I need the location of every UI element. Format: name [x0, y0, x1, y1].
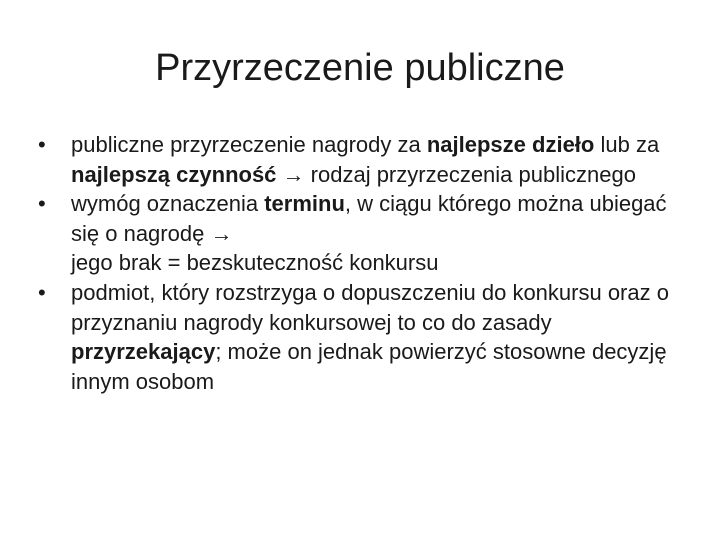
bullet-1-text-3: rodzaj przyrzeczenia publicznego: [304, 161, 636, 187]
bullet-3-bold-1: przyrzekający: [71, 339, 216, 365]
bullet-3-text-2: ; może on jednak powierzyć stosowne decyzję innym osobom: [71, 339, 667, 394]
bullet-3-text-1: podmiot, który rozstrzyga o dopuszczeniu do konkursu oraz o przyznaniu nagrody konkursowej to co do zasady: [71, 279, 669, 335]
bullet-2-bold-1: terminu: [264, 191, 345, 217]
bullet-icon: •: [38, 191, 46, 217]
arrow-right-icon: →: [210, 220, 233, 246]
bullet-2-text-2: , w ciągu którego można ubiegać się o nagrodę: [71, 191, 667, 246]
bullet-icon: •: [38, 132, 46, 157]
bullet-1-text-1: publiczne przyrzeczenie nagrody za: [71, 132, 427, 157]
bullet-icon: •: [38, 279, 46, 305]
bullet-1-bold-2: najlepszą czynność: [71, 161, 277, 187]
bullet-item-3: [36, 278, 686, 396]
bullet-2-text-3: jego brak = bezskuteczność konkursu: [71, 250, 439, 276]
bullet-2-text-1: wymóg oznaczenia: [71, 191, 265, 217]
bullet-item-2: [36, 189, 686, 278]
bullet-item-1: [36, 130, 686, 189]
slide-title: Przyrzeczenie publiczne: [155, 47, 565, 89]
bullet-1-text-2: lub za: [594, 132, 660, 157]
bullet-list: [36, 130, 686, 396]
bullet-1-bold-1: najlepsze dzieło: [426, 132, 595, 157]
arrow-right-icon: →: [282, 161, 305, 187]
